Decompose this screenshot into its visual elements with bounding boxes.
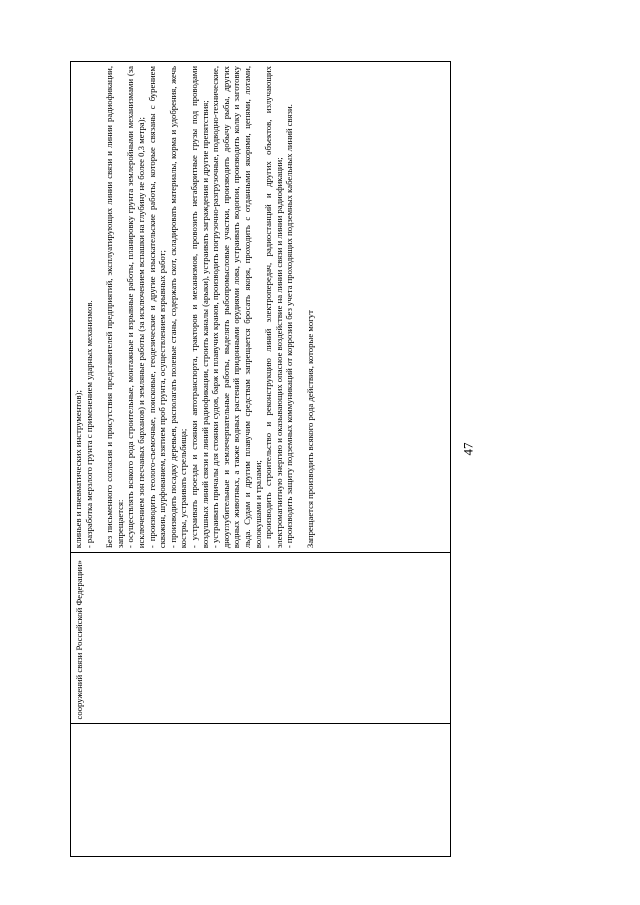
paragraph: - производить строительство и реконструкцию линий электропередач, радиостанций и других объектов, излучающих электромагнитную энергию и оказывающих опасное воздействие на линии связи и линии радиофикации; (263, 66, 284, 549)
table-cell-document-title (71, 552, 450, 723)
paragraph: - осуществлять всякого рода строительные, монтажные и взрывные работы, планировку грунта землеройными механизмами (за исключением зон песчаных барханов) и земляные работы (за исключением вспашки на глубину не более 0,3 метра); (125, 66, 146, 549)
table-wrapper (70, 61, 451, 857)
page-number: 47 (460, 442, 476, 456)
paragraph: - производить посадку деревьев, располагать полевые станы, содержать скот, складировать материалы, корма и удобрения, жечь костры, устраивать стрельбища; (167, 66, 189, 549)
paragraph: - устраивать проезды и стоянки автотранспорта, тракторов и механизмов, провозить негабаритные грузы под проводами воздушных линий связи и линий радиофикации, строить каналы (арыки), устраивать заграждения и другие препятствия; (188, 66, 210, 549)
paragraph: - разработка мерзлого грунта с применением ударных механизмов. (83, 300, 94, 549)
table-cell-empty-left (71, 724, 450, 857)
paragraph: клиньев и пневматических инструментов); (73, 390, 83, 549)
document-title-text: сооружений связи Российской Федерации» (74, 560, 84, 720)
table-cell-restrictions (71, 62, 450, 552)
paragraph: Запрещается производить всякого рода действия, которые могут (304, 310, 315, 549)
paragraph: - устраивать причалы для стоянки судов, барж и плавучих кранов, производить погрузочно-разгрузочные, подводно-технические, дноуглубительные и землечерпательные работы, выделять рыбопромысловые участки, производить добычу рыбы, других водных животных, а также водных растений придонными орудиями лова, устраивать водопои, производить колку и заготовку льда. Судам и другим плавучим средствам запрещается бросать якоря, проходить с отданными якорями, цепями, лотами, волокушами и тралами; (210, 66, 263, 549)
paragraph: Без письменного согласия и присутствия представителей предприятий, эксплуатирующих линии связи и линии радиофикации, запрещается: (104, 66, 125, 549)
paragraph: - производить защиту подземных коммуникаций от коррозии без учета проходящих подземных кабельных линий связи. (284, 104, 295, 549)
restrictions-text (73, 66, 315, 548)
document-table (70, 61, 451, 857)
paragraph: - производить геолого-съемочные, поисковые, геодезические и другие изыскательские работы, которые связаны с бурением скважин, шурфованием, взятием проб грунта, осуществлением взрывных работ; (146, 66, 168, 549)
